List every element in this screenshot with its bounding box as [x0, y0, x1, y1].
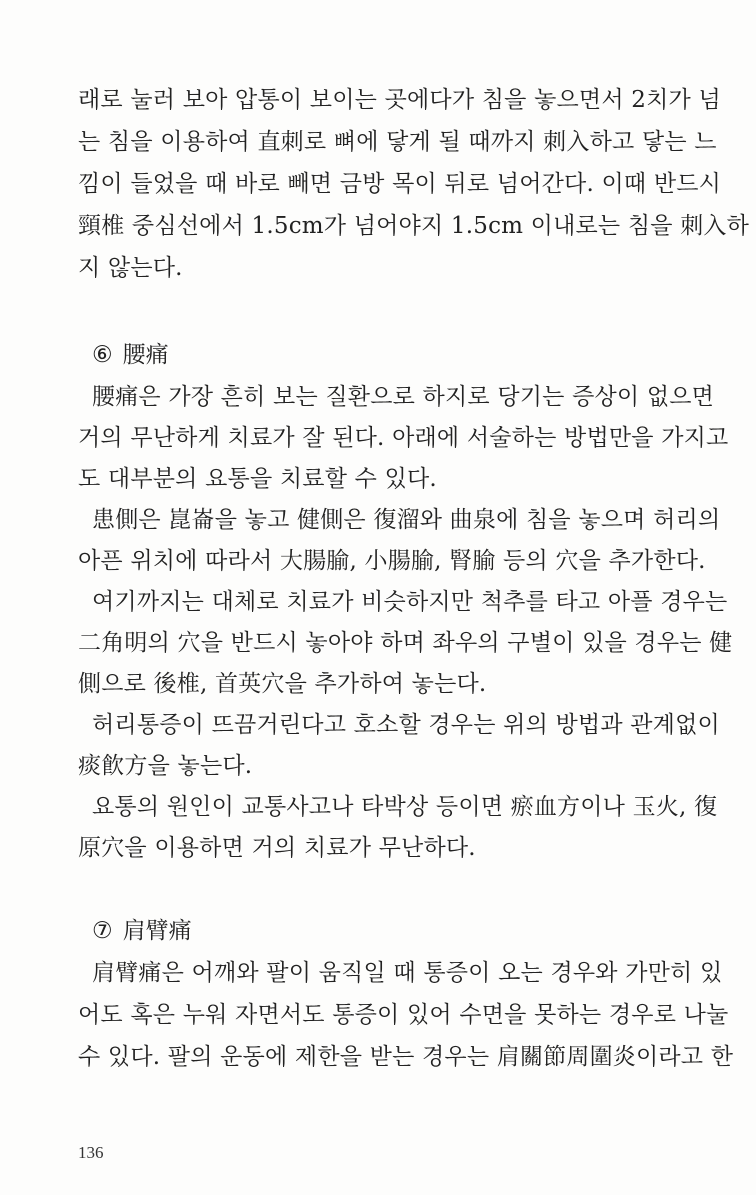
section-number: ⑥ [92, 342, 113, 368]
text-line: 痰飮方을 놓는다. [78, 753, 253, 779]
text-line: 患側은 崑崙을 놓고 健側은 復溜와 曲泉에 침을 놓으며 허리의 [92, 507, 721, 533]
text-line: 側으로 後椎, 首英穴을 추가하여 놓는다. [78, 671, 487, 697]
text-line: 는 침을 이용하여 直刺로 뼈에 닿게 될 때까지 刺入하고 닿는 느 [78, 129, 717, 155]
section-title: 肩臂痛 [122, 918, 192, 944]
text-line: 아픈 위치에 따라서 大腸腧, 小腸腧, 腎腧 등의 穴을 추가한다. [78, 548, 706, 574]
text-line: 腰痛은 가장 흔히 보는 질환으로 하지로 당기는 증상이 없으면 [92, 384, 715, 410]
text-line: 도 대부분의 요통을 치료할 수 있다. [78, 466, 437, 492]
section-number: ⑦ [92, 918, 113, 944]
text-line: 二角明의 穴을 반드시 놓아야 하며 좌우의 구별이 있을 경우는 健 [78, 630, 733, 656]
section-title: 腰痛 [122, 342, 169, 368]
text-line: 낌이 들었을 때 바로 빼면 금방 목이 뒤로 넘어간다. 이때 반드시 [78, 171, 722, 197]
text-line: 거의 무난하게 치료가 잘 된다. 아래에 서술하는 방법만을 가지고 [78, 425, 729, 451]
text-line: 肩臂痛은 어깨와 팔이 움직일 때 통증이 오는 경우와 가만히 있 [92, 960, 723, 986]
text-line: 頸椎 중심선에서 1.5cm가 넘어야지 1.5cm 이내로는 침을 刺入하 [78, 213, 750, 239]
text-line: 原穴을 이용하면 거의 치료가 무난하다. [78, 835, 476, 861]
page-number: 136 [78, 1143, 104, 1162]
section-heading [92, 340, 169, 370]
text-line: 래로 눌러 보아 압통이 보이는 곳에다가 침을 놓으면서 2치가 넘 [78, 87, 721, 113]
section-heading [92, 916, 192, 946]
text-line: 여기까지는 대체로 치료가 비슷하지만 척추를 타고 아플 경우는 [92, 589, 728, 615]
text-line: 허리통증이 뜨끔거린다고 호소할 경우는 위의 방법과 관계없이 [92, 712, 720, 738]
text-line: 지 않는다. [78, 255, 183, 281]
text-line: 수 있다. 팔의 운동에 제한을 받는 경우는 肩關節周圍炎이라고 한 [78, 1044, 734, 1070]
text-line: 요통의 원인이 교통사고나 타박상 등이면 瘀血方이나 玉火, 復 [92, 794, 718, 820]
text-line: 어도 혹은 누워 자면서도 통증이 있어 수면을 못하는 경우로 나눌 [78, 1002, 729, 1028]
